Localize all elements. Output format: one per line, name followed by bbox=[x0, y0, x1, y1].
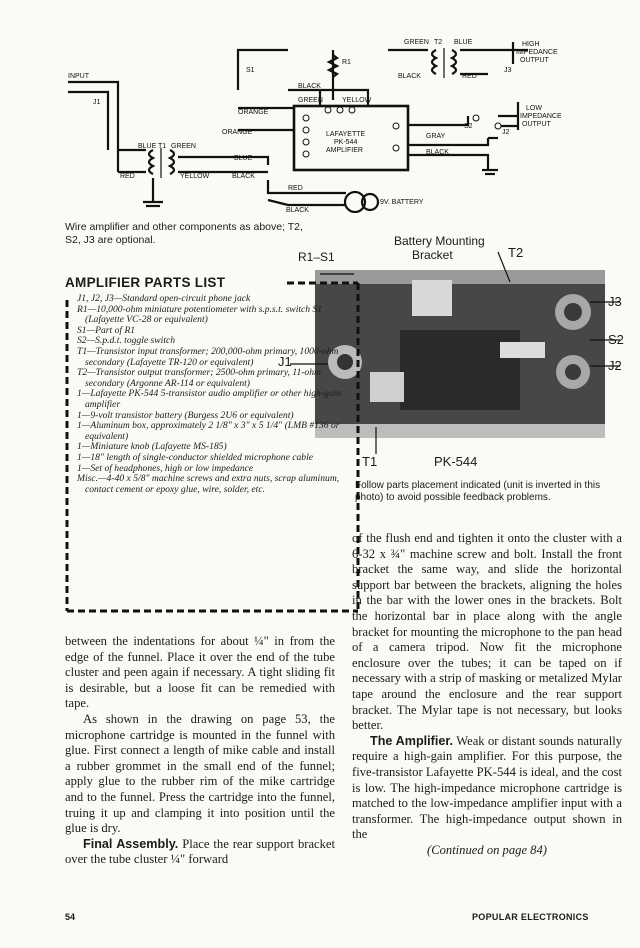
label-t1-red: RED bbox=[120, 173, 135, 180]
label-wire-orange-2: ORANGE bbox=[222, 129, 253, 136]
list-item: J1, J2, J3—Standard open-circuit phone jack bbox=[77, 293, 251, 304]
label-s2: S2 bbox=[464, 123, 473, 130]
photo-callout-j3: J3 bbox=[608, 294, 622, 309]
photo-callout-bracket: Bracket bbox=[412, 248, 453, 262]
list-item: T2—Transistor output transformer; 2500-ohm primary, 11-ohm secondary (Argonne AR-114 or equivalent) bbox=[77, 367, 321, 389]
label-wire-gray: GRAY bbox=[426, 133, 446, 140]
label-input: INPUT bbox=[68, 73, 89, 80]
photo-callout-s2: S2 bbox=[608, 332, 624, 347]
amp-label-2: PK-544 bbox=[334, 139, 358, 146]
photo-callout-j2: J2 bbox=[608, 358, 622, 373]
photo-callout-pk544: PK-544 bbox=[434, 454, 478, 469]
label-t2-blue: BLUE bbox=[454, 39, 473, 46]
photo-caption: Follow parts placement indicated (unit is inverted in this photo) to avoid possible feedback problems. bbox=[355, 480, 601, 503]
list-item: S1—Part of R1 bbox=[77, 324, 136, 336]
list-item: 1—18" length of single-conductor shielded microphone cable bbox=[77, 451, 314, 463]
label-t2-green: GREEN bbox=[404, 39, 429, 46]
list-item: S2—S.p.d.t. toggle switch bbox=[77, 335, 176, 347]
label-wire-black-bottom: BLACK bbox=[286, 207, 309, 214]
label-j1: J1 bbox=[93, 99, 101, 106]
list-item: T1—Transistor input transformer; 200,000-ohm primary, 1000-ohm secondary (Lafayette TR-120 or equivalent) bbox=[77, 345, 339, 368]
schematic-caption: Wire amplifier and other components as above; T2, S2, J3 are optional. bbox=[65, 221, 303, 246]
label-t2-red: RED bbox=[462, 73, 477, 80]
parts-list-title: AMPLIFIER PARTS LIST bbox=[65, 275, 226, 290]
list-item: 1—Miniature knob (Lafayette MS-185) bbox=[77, 441, 227, 453]
label-wire-green: GREEN bbox=[298, 97, 323, 104]
body-column-right bbox=[352, 531, 622, 858]
label-r1: R1 bbox=[342, 59, 351, 66]
label-wire-black-top: BLACK bbox=[298, 83, 321, 90]
photo-callout-t2: T2 bbox=[508, 245, 524, 260]
wiring-schematic bbox=[58, 30, 630, 220]
label-t1-green: GREEN bbox=[171, 143, 196, 150]
paragraph: of the flush end and tighten it onto the cluster with a 6-32 x ¾" machine screw and bolt. Install the front bracket the same way, and slide the horizontal support bar between the brackets, aligning the holes in the bar with the lower ones in the brackets. Bolt the horizontal bar in place along with the angle bracket for mounting the microphone to the pan head of a camera tripod. Now fit the microphone enclosure over the tubes; it can be taped on if necessary with a strip of masking or metalized Mylar tape around the enclosure and the rear support bracket. The Mylar tape is not necessary, but looks better. bbox=[352, 531, 622, 733]
list-item: 1—Set of headphones, high or low impedance bbox=[77, 462, 254, 474]
photo-callout-t1: T1 bbox=[362, 454, 378, 469]
photo-callout-j1: J1 bbox=[278, 354, 292, 369]
label-s1: S1 bbox=[246, 67, 255, 74]
list-item: 1—9-volt transistor battery (Burgess 2U6 or equivalent) bbox=[77, 409, 294, 421]
paragraph: The Amplifier. Weak or distant sounds naturally require a high-gain amplifier. For this purpose, the five-transistor Lafayette PK-544 is ideal, and the cost is low. The high-impedance microphone cartridge is matched to the low-impedance amplifier input with a transformer. The high-impedance output shown in the bbox=[352, 733, 622, 842]
list-item: R1—10,000-ohm miniature potentiometer with s.p.s.t. switch S1 (Lafayette VC-28 or equivalent) bbox=[77, 303, 323, 326]
label-t1-yellow: YELLOW bbox=[180, 173, 210, 180]
page-number: 54 bbox=[65, 912, 76, 922]
label-t1: T1 bbox=[158, 143, 167, 150]
label-battery: 9V. BATTERY bbox=[380, 199, 424, 206]
label-high-1: HIGH bbox=[522, 41, 540, 48]
amp-label-3: AMPLIFIER bbox=[326, 147, 363, 154]
parts-list bbox=[77, 294, 347, 495]
paragraph: between the indentations for about ¼" in from the edge of the funnel. Place it over the end of the tube cluster and peen again if necessary. A tight sliding fit is desirable, but a loose fit can be remedied with tape. bbox=[65, 634, 335, 711]
label-wire-black: BLACK bbox=[232, 173, 255, 180]
photo-callout-battery-mounting: Battery Mounting bbox=[394, 234, 485, 248]
magazine-name: POPULAR ELECTRONICS bbox=[472, 912, 589, 922]
label-low-2: IMPEDANCE bbox=[520, 113, 562, 120]
label-t1-blue: BLUE bbox=[138, 143, 157, 150]
label-high-2: IMPEDANCE bbox=[516, 49, 558, 56]
body-column-left bbox=[65, 634, 335, 868]
label-j2: J2 bbox=[502, 129, 510, 136]
label-t2: T2 bbox=[434, 39, 443, 46]
list-item: 1—Aluminum box, approximately 2 1/8" x 3" x 5 1/4" (LMB #136 or equivalent) bbox=[77, 420, 340, 442]
label-j3: J3 bbox=[504, 67, 512, 74]
section-heading: Final Assembly. bbox=[83, 836, 179, 851]
label-wire-yellow: YELLOW bbox=[342, 97, 372, 104]
label-wire-red: RED bbox=[288, 185, 303, 192]
paragraph: Final Assembly. Place the rear support bracket over the tube cluster ¼" forward bbox=[65, 836, 336, 867]
label-low-1: LOW bbox=[526, 105, 542, 112]
list-item: Misc.—4-40 x 5/8" machine screws and extra nuts, scrap aluminum, contact cement or epoxy glue, wire, solder, etc. bbox=[77, 473, 340, 495]
label-wire-black-right: BLACK bbox=[426, 149, 449, 156]
label-t2-black: BLACK bbox=[398, 73, 421, 80]
label-wire-blue: BLUE bbox=[234, 155, 253, 162]
continued-note: (Continued on page 84) bbox=[427, 842, 547, 857]
amp-label-1: LAFAYETTE bbox=[326, 131, 366, 138]
section-heading: The Amplifier. bbox=[370, 733, 454, 748]
paragraph: As shown in the drawing on page 53, the microphone cartridge is mounted in the funnel with glue. First connect a length of mike cable and install a rubber grommet in the small end of the funnel; apply glue to the rubber rim of the mike cartridge and to the funnel. Press the cartridge into the funnel, truing it up and clamping it into position until the glue is dry. bbox=[65, 711, 335, 836]
label-high-3: OUTPUT bbox=[520, 57, 549, 64]
photo-callout-r1-s1: R1–S1 bbox=[298, 250, 335, 264]
list-item: 1—Lafayette PK-544 5-transistor audio amplifier or other high-gain amplifier bbox=[77, 388, 342, 410]
label-wire-orange: ORANGE bbox=[238, 109, 269, 116]
label-low-3: OUTPUT bbox=[522, 121, 551, 128]
